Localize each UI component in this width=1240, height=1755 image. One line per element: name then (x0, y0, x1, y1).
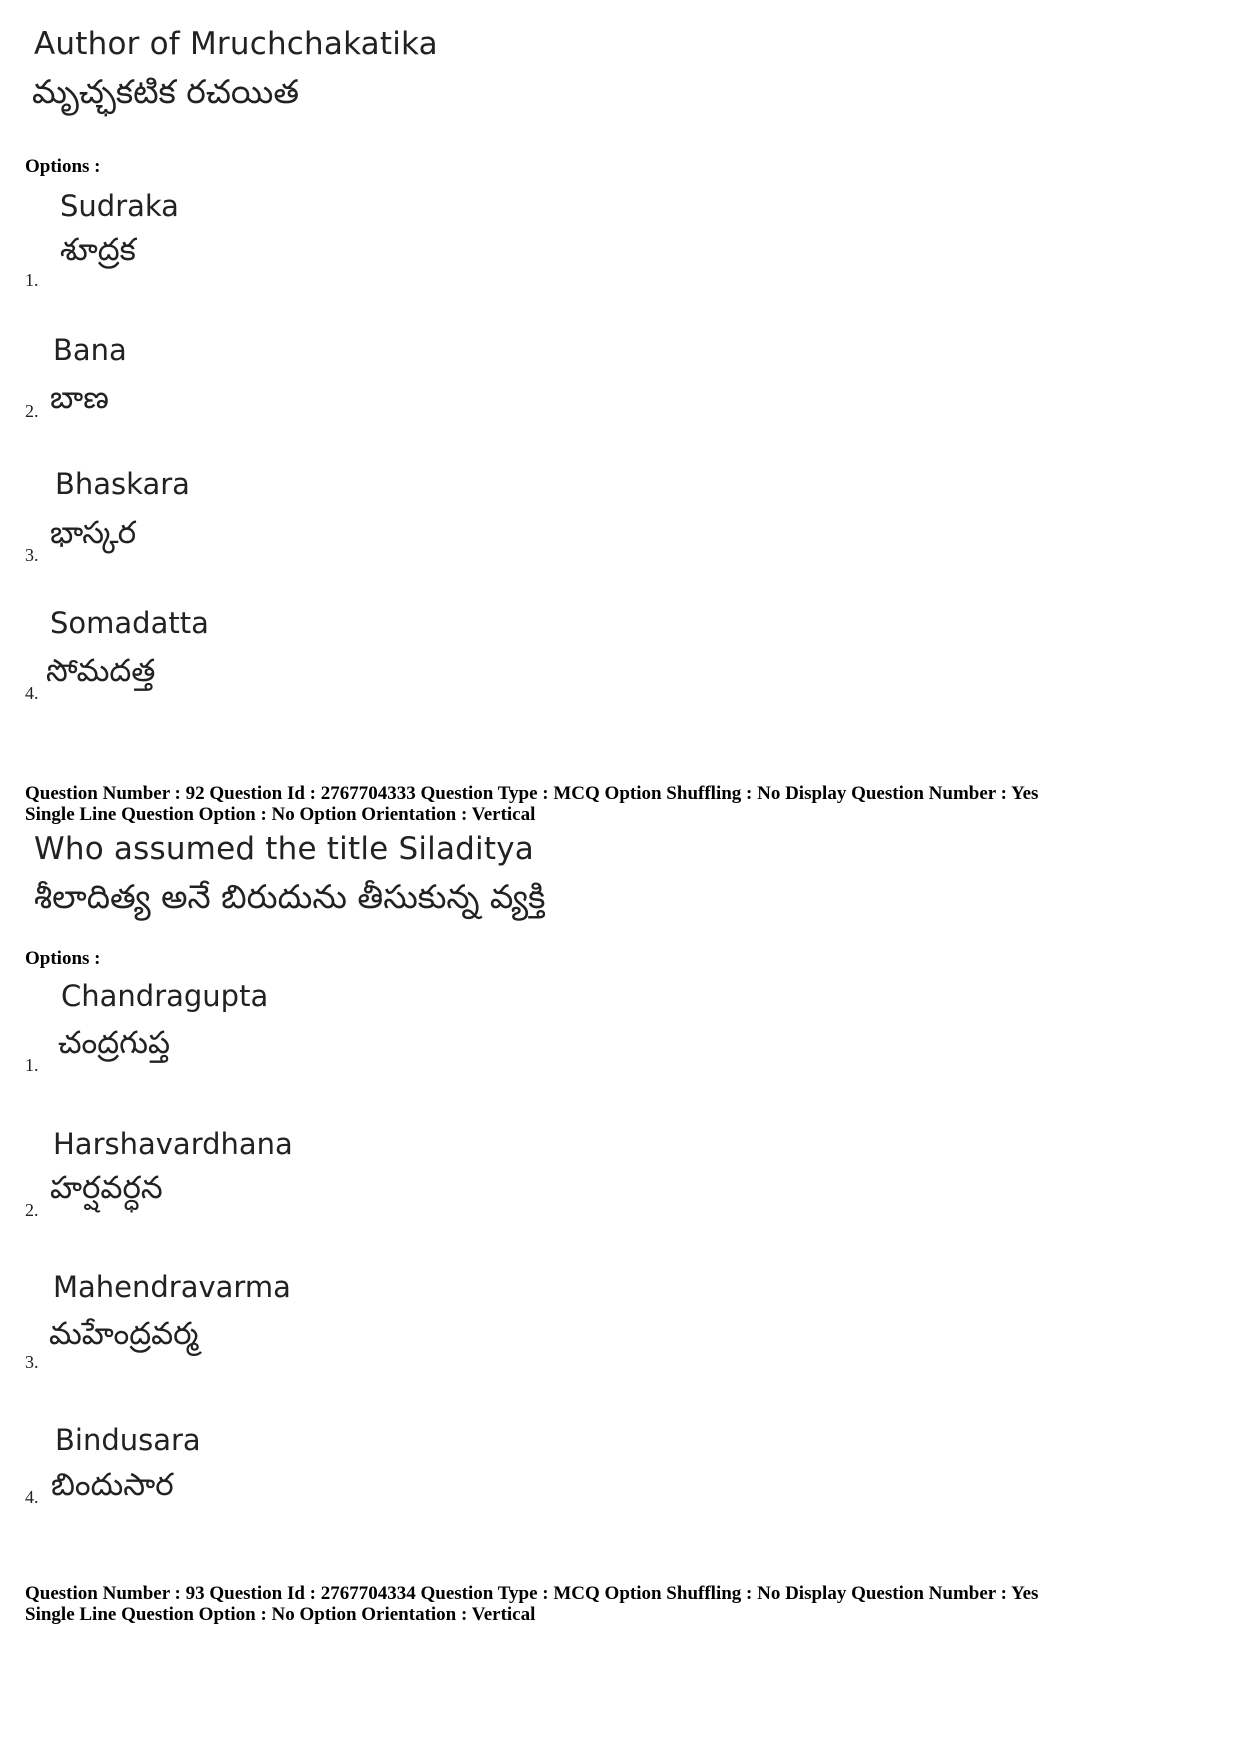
option-number: 1. (25, 270, 39, 290)
option-number: 3. (25, 1352, 39, 1372)
option-text-telugu: హర్షవర్ధన (50, 1170, 163, 1206)
question-text-telugu: శీలాదిత్య అనే బిరుదును తీసుకున్న వ్యక్తి (34, 877, 546, 916)
option-text-english: Sudraka (60, 189, 179, 223)
option-number: 1. (25, 1055, 39, 1075)
option-number: 4. (25, 683, 39, 703)
question-meta-line-2: Single Line Question Option : No Option Orientation : Vertical (25, 1604, 536, 1625)
question-text-english: Who assumed the title Siladitya (34, 831, 534, 867)
question-meta-line-1: Question Number : 92 Question Id : 2767704333 Question Type : MCQ Option Shuffling : No Display Question Number : Yes (25, 783, 1039, 804)
question-text-telugu: మృచ్ఛకటిక రచయిత (32, 72, 300, 111)
options-label: Options : (25, 948, 101, 969)
option-number: 2. (25, 401, 39, 421)
option-text-english: Bana (53, 333, 127, 367)
option-text-telugu: సోమదత్త (46, 653, 156, 689)
question-meta-line-1: Question Number : 93 Question Id : 2767704334 Question Type : MCQ Option Shuffling : No Display Question Number : Yes (25, 1583, 1039, 1604)
question-text-english: Author of Mruchchakatika (34, 26, 438, 62)
option-number: 2. (25, 1200, 39, 1220)
option-text-english: Chandragupta (61, 979, 269, 1013)
option-text-english: Bindusara (55, 1423, 201, 1457)
option-number: 4. (25, 1487, 39, 1507)
option-text-english: Harshavardhana (53, 1127, 293, 1161)
option-text-english: Mahendravarma (53, 1270, 291, 1304)
option-text-english: Bhaskara (55, 467, 190, 501)
option-text-telugu: మహేంద్రవర్మ (49, 1316, 199, 1352)
option-text-telugu: చంద్రగుప్త (58, 1025, 171, 1061)
option-number: 3. (25, 545, 39, 565)
option-text-telugu: బాణ (50, 380, 109, 416)
option-text-telugu: శూద్రక (60, 232, 136, 268)
question-meta-line-2: Single Line Question Option : No Option Orientation : Vertical (25, 804, 536, 825)
options-label: Options : (25, 156, 101, 177)
option-text-english: Somadatta (50, 606, 209, 640)
option-text-telugu: బిందుసార (51, 1467, 174, 1503)
option-text-telugu: భాస్కర (50, 515, 137, 551)
